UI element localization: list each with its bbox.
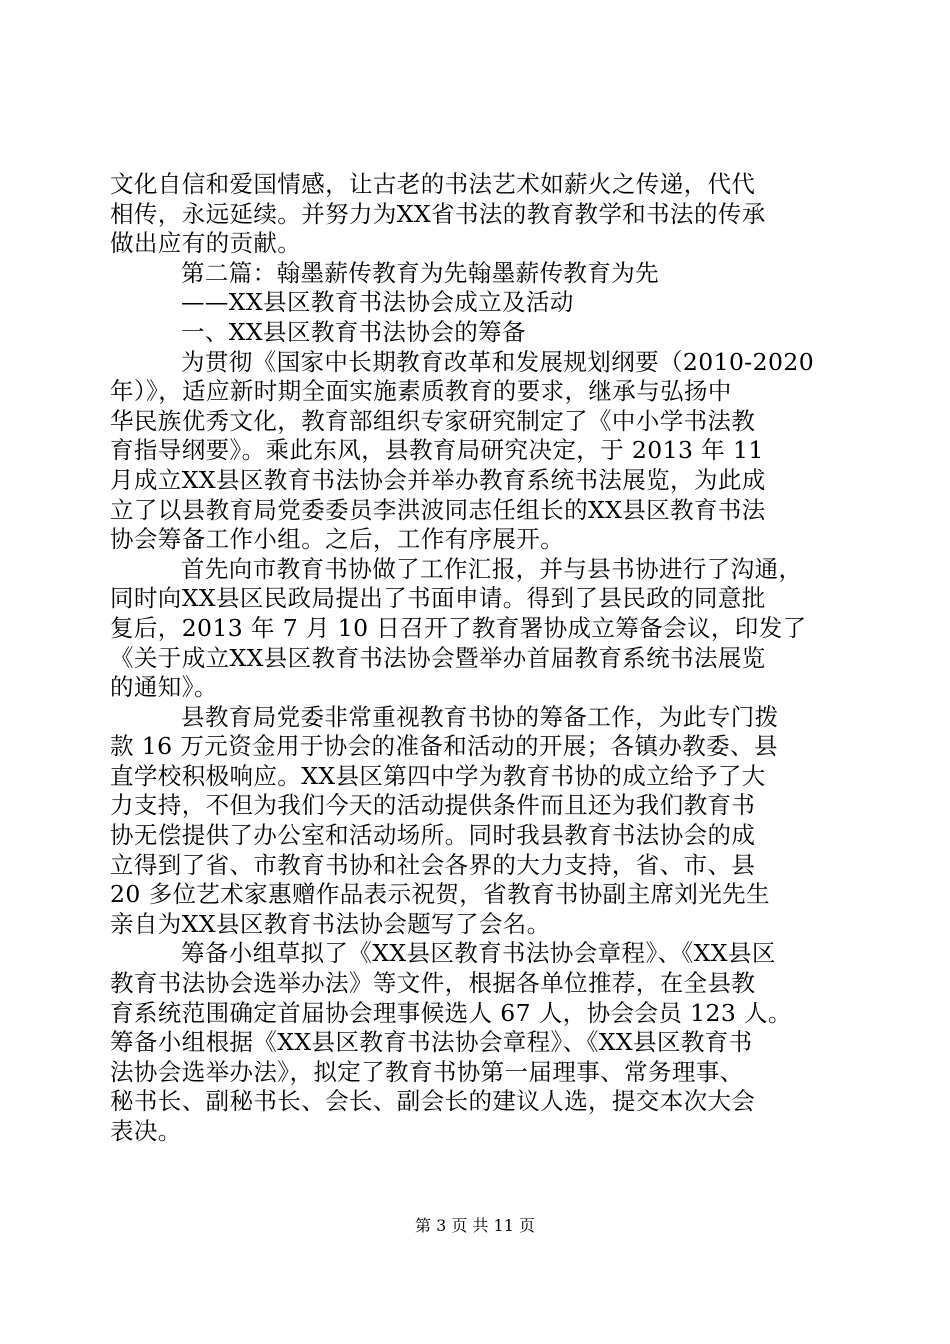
text-line: 复后，2013 年 7 月 10 日召开了教育署协成立筹备会议，印发了 [110,613,807,642]
text-line: 《关于成立XX县区教育书法协会暨举办首届教育系统书法展览 [110,643,766,672]
text-line: 筹备小组根据《XX县区教育书法协会章程》、《XX县区教育书 [110,1028,753,1057]
text-line: 20 多位艺术家惠赠作品表示祝贺，省教育书协副主席刘光先生 [110,880,770,909]
text-line: 表决。 [110,1117,182,1145]
text-line: 力支持，不但为我们今天的活动提供条件而且还为我们教育书 [110,791,756,820]
text-line: 为贯彻《国家中长期教育改革和发展规划纲要（2010-2020 [181,347,815,376]
text-line: 华民族优秀文化，教育部组织专家研究制定了《中小学书法教 [110,406,756,435]
text-line: 月成立XX县区教育书法协会并举办教育系统书法展览，为此成 [110,465,766,494]
text-line: 文化自信和爱国情感，让古老的书法艺术如薪火之传递，代代 [110,170,756,198]
text-line: 年）》，适应新时期全面实施素质教育的要求，继承与弘扬中 [110,377,732,406]
text-line: 县教育局党委非常重视教育书协的筹备工作，为此专门拨 [181,702,779,731]
text-line: 亲自为XX县区教育书法协会题写了会名。 [110,909,551,938]
text-line: 第二篇：翰墨薪传教育为先翰墨薪传教育为先 [181,258,659,287]
text-line: 的通知》。 [110,673,218,702]
text-line: 同时向XX县区民政局提出了书面申请。得到了县民政的同意批 [110,584,766,613]
document-body [110,170,840,1147]
text-line: 一、XX县区教育书法协会的筹备 [181,317,526,346]
text-line: 立了以县教育局党委委员李洪波同志任组长的XX县区教育书法 [110,495,766,524]
text-line: 协会筹备工作小组。之后，工作有序展开。 [110,525,565,554]
page-number: 第 3 页 共 11 页 [415,1216,535,1235]
text-line: 协无偿提供了办公室和活动场所。同时我县教育书法协会的成 [110,821,756,850]
text-line: 相传，永远延续。并努力为XX省书法的教育教学和书法的传承 [110,199,766,228]
text-line: 首先向市教育书协做了工作汇报，并与县书协进行了沟通， [181,554,803,583]
text-line: 育指导纲要》。乘此东风，县教育局研究决定，于 2013 年 11 [110,436,764,465]
text-line: 教育书法协会选举办法》等文件，根据各单位推荐，在全县教 [110,969,756,998]
text-line: 款 16 万元资金用于协会的准备和活动的开展；各镇办教委、县 [110,732,778,761]
text-line: 法协会选举办法》，拟定了教育书协第一届理事、常务理事、 [110,1057,744,1086]
text-line: 直学校积极响应。XX县区第四中学为教育书协的成立给予了大 [110,761,766,790]
text-line: 做出应有的贡献。 [110,229,302,258]
text-line: 筹备小组草拟了《XX县区教育书法协会章程》、《XX县区 [181,939,776,968]
text-line: 育系统范围确定首届协会理事候选人 67 人，协会会员 123 人。 [110,998,792,1027]
text-line: 立得到了省、市教育书协和社会各界的大力支持，省、市、县 [110,850,756,879]
text-line: 秘书长、副秘书长、会长、副会长的建议人选，提交本次大会 [110,1087,756,1116]
text-line: ——XX县区教育书法协会成立及活动 [181,288,574,317]
page-footer [0,1216,950,1236]
